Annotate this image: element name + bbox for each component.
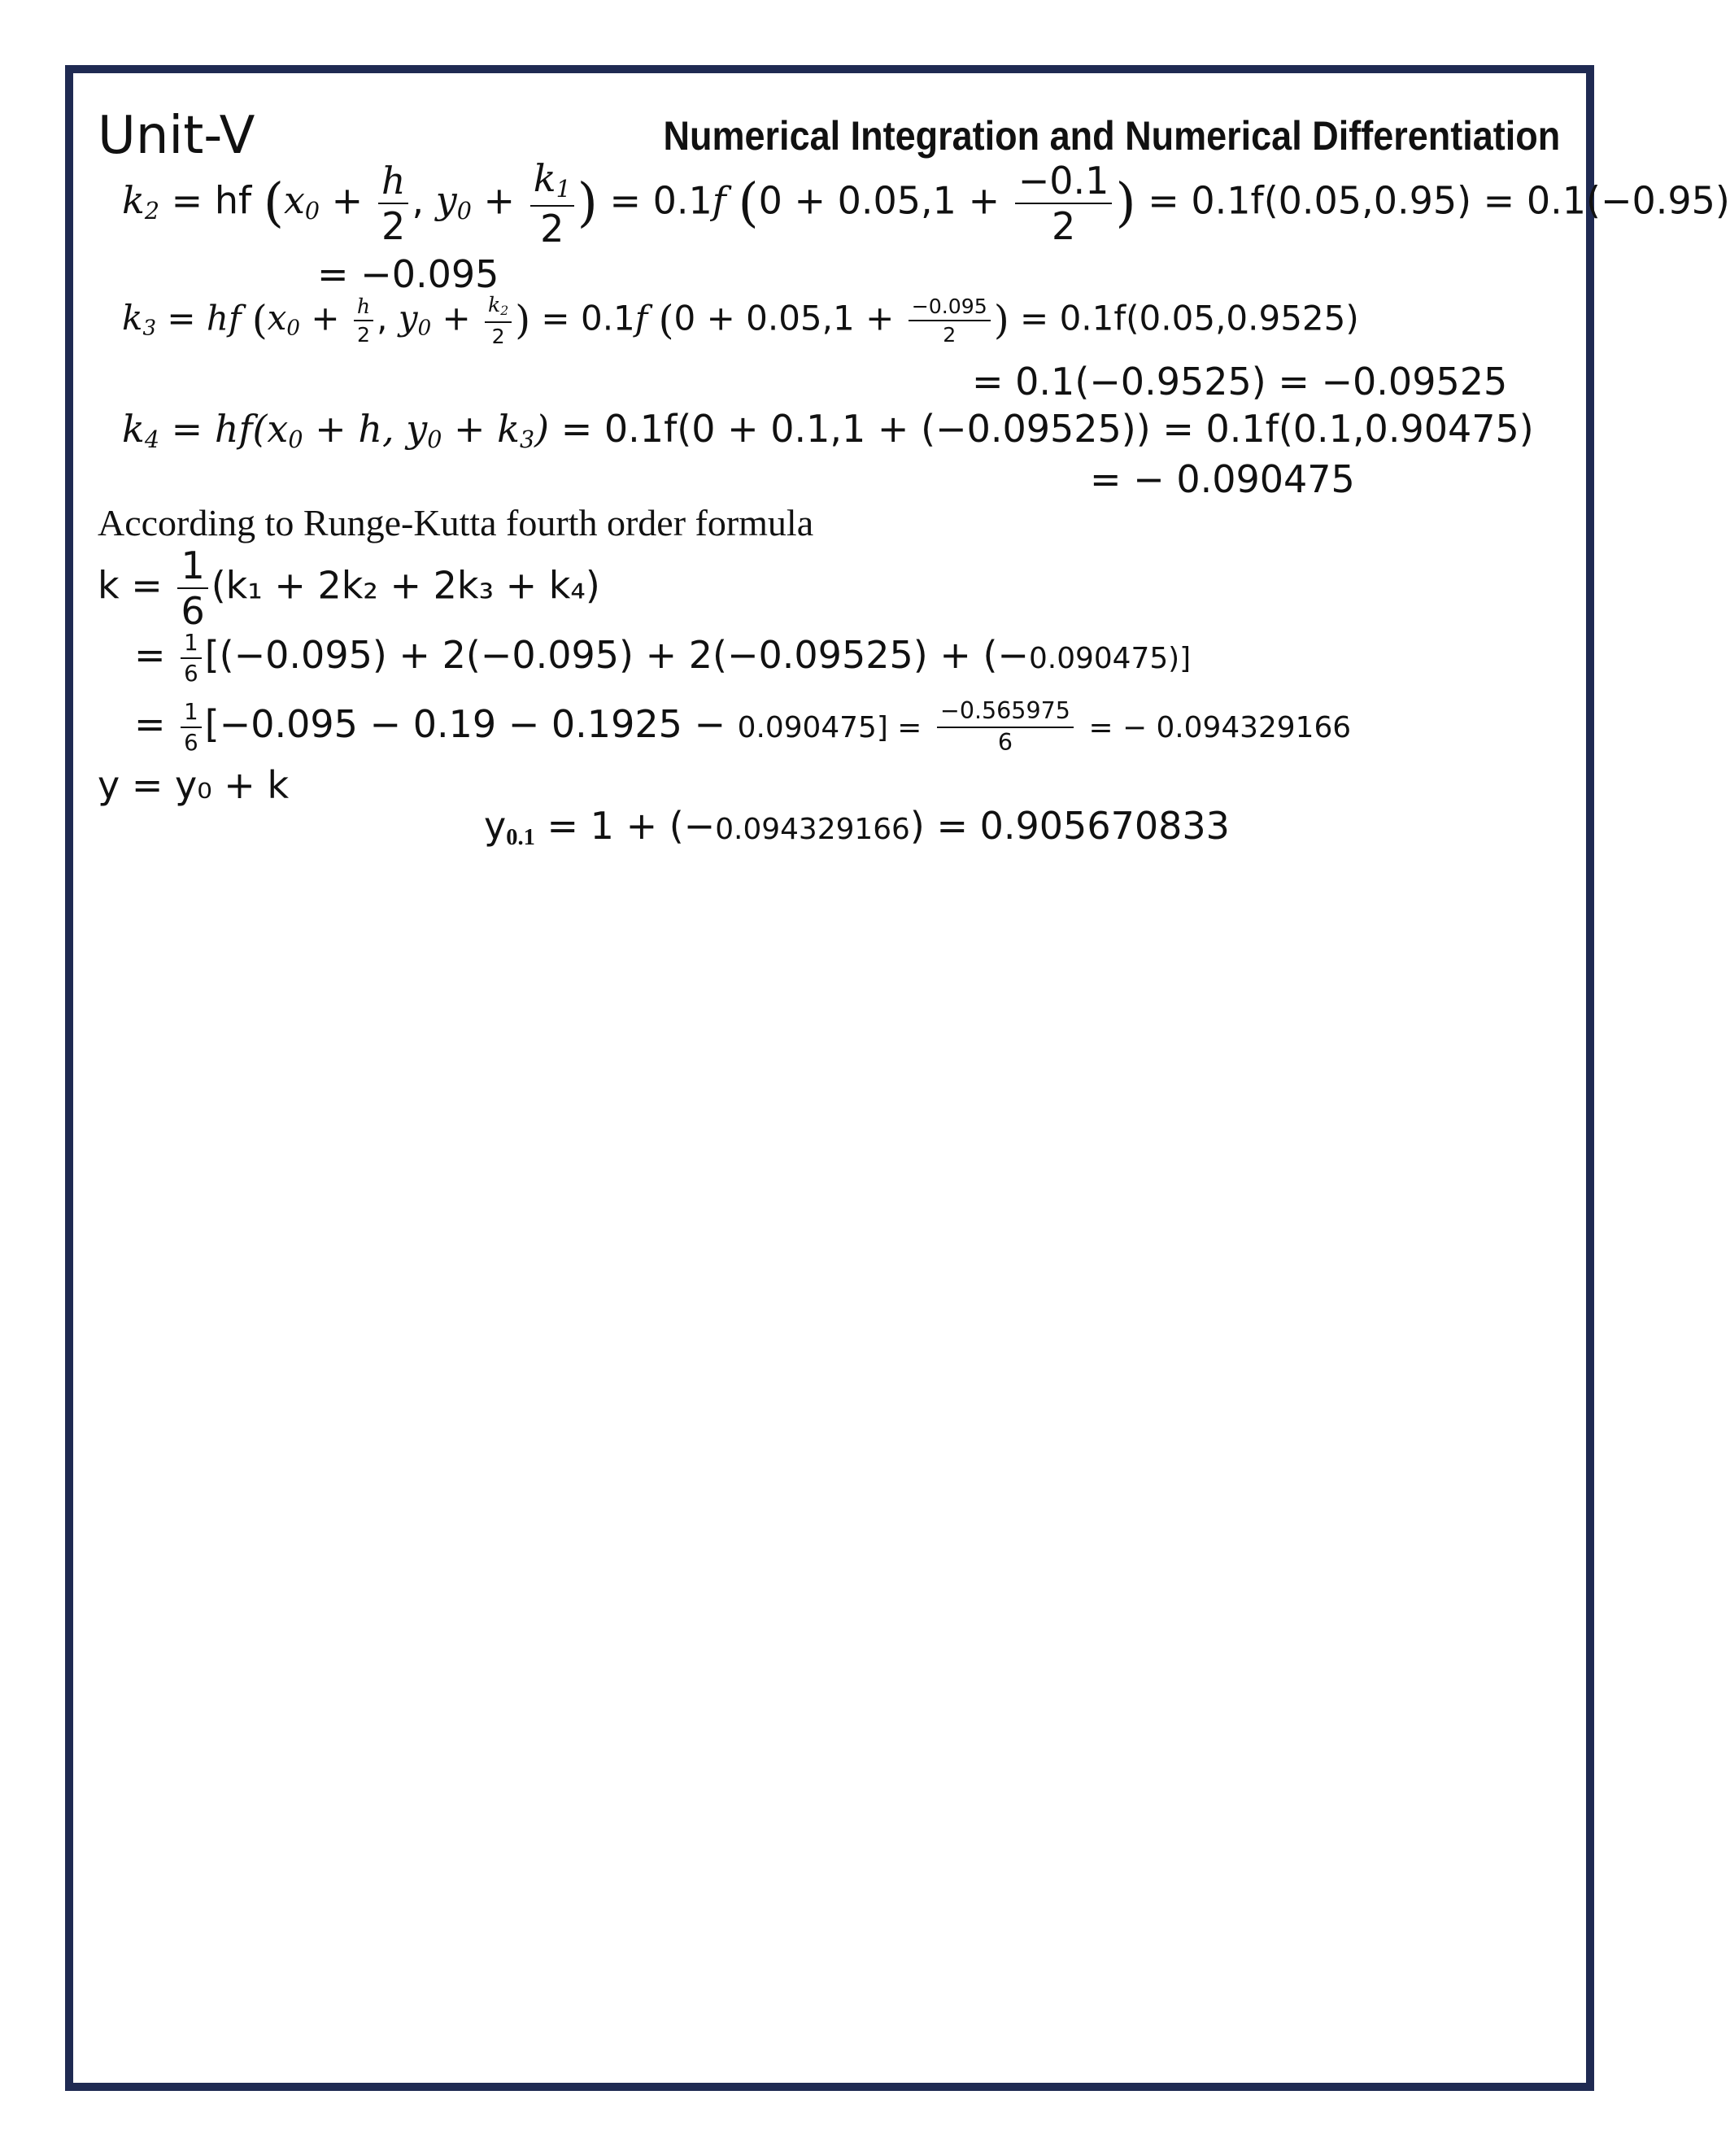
k4-equation: $k_4 = hf(x_0 + h$, $y_0 + k_3) = 0.1f(0 + 0.1,1 + (-0.09525)) = 0.1f(0.1,0.90475)$ (122, 407, 1534, 454)
k2-x0: $x_0$ (283, 178, 320, 225)
one-sixth: $\frac{1}{6}$ (177, 547, 207, 630)
k2-symbol: $k_2$ (122, 178, 160, 225)
y-formula: y = y₀ + k (98, 763, 290, 807)
k2-minus01-over-2: $\frac{-0.1}{2}$ (1015, 162, 1113, 245)
k3-inner: 0 + 0.05,1 + (673, 298, 895, 338)
k2-y0: $y_0$ (435, 178, 472, 225)
k3-fraction: $\frac{-0.095}{2}$ (909, 296, 991, 345)
k3-equation: $k_3$ = hf ($x_0$ + $\frac{h}{2}$ , $y_0$ + $\frac{k_2}{2}$ ) = 0.1f (0 + 0.05,1 + $\frac{-0.095}{2}$ ) = 0.1f(0.05,0.9525) (122, 293, 1359, 348)
rk-line2: = $\frac{1}{6}$ [(−0.095) + 2(−0.095) + 2(−0.09525) + (−0.090475)] (134, 629, 1192, 687)
k2-k1-over-2: $\frac{k_1}{2}$ (530, 159, 574, 247)
rk-line3-result: = − 0.094329166 (1088, 711, 1352, 745)
k2-equation: $k_2$ = hf ($x_0$ + $\frac{h}{2}$ , $y_0$ + $\frac{k_1}{2}$ ) = 0.1f (0 + 0.05,1 + $\frac{-0.1}{2}$ ) = 0.1f(0.05,0.95) = 0.1(−0.95) (122, 156, 1730, 251)
k3-rest: = 0.1f(0.05,0.9525) (1020, 298, 1359, 338)
rk-intro: According to Runge-Kutta fourth order formula (98, 502, 814, 543)
rk-line3-fraction: $\frac{-0.565975}{6}$ (937, 700, 1074, 754)
page-title: Numerical Integration and Numerical Differentiation (663, 113, 1560, 159)
k2-hf: hf (214, 178, 252, 223)
k3-result: = 0.1(−0.9525) = −0.09525 (972, 360, 1508, 404)
k-sum: (k₁ + 2k₂ + 2k₃ + k₄) (211, 563, 600, 608)
rk-line3: = $\frac{1}{6}$ [−0.095 − 0.19 − 0.1925 − 0.090475] = $\frac{-0.565975}{6}$ = − 0.094329166 (134, 697, 1352, 756)
k2-rest: = 0.1f(0.05,0.95) = 0.1(−0.95) (1148, 178, 1730, 223)
k2-inner: 0 + 0.05,1 + (758, 178, 1000, 223)
unit-label: Unit-V (98, 106, 255, 166)
k2-eq1: = 0.1 (609, 178, 712, 223)
k2-result: = −0.095 (317, 252, 499, 296)
k4-result: = − 0.090475 (1090, 457, 1355, 501)
y-final: $y_{0.1} = 1 + (-0.094329166) = 0.905670833$ (484, 804, 1230, 851)
k2-h-over-2: $\frac{h}{2}$ (378, 162, 409, 245)
rk-k-formula: k = $\frac{1}{6}$ (k₁ + 2k₂ + 2k₃ + k₄) (98, 543, 600, 633)
k4-inner: = 0.1f(0 + 0.1,1 + (−0.09525)) = 0.1f(0.1,0.90475) (560, 407, 1534, 451)
